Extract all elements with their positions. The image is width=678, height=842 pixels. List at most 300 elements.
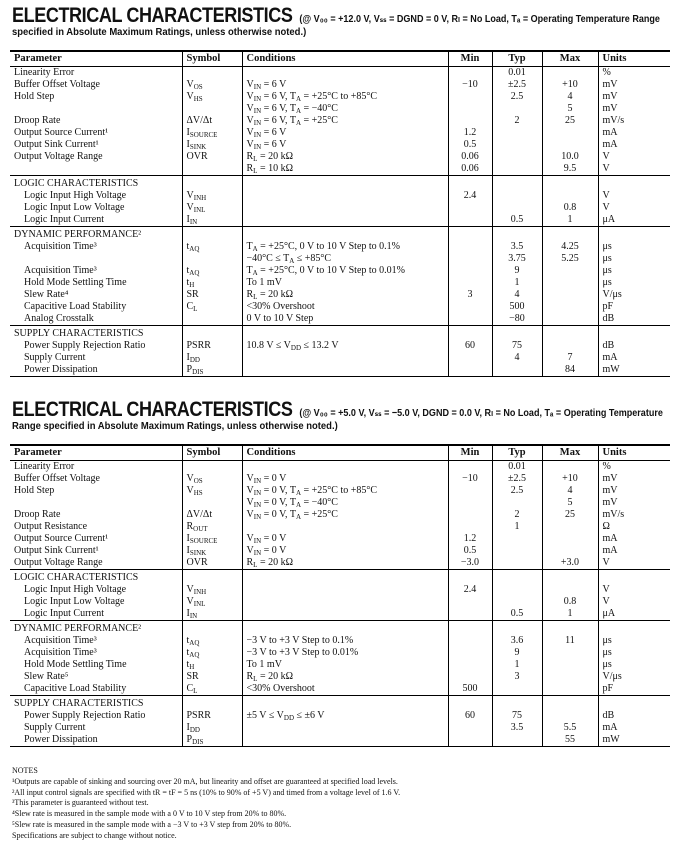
cell-min: [448, 364, 492, 377]
table-row: [10, 190, 670, 202]
cell-typ: 2.5: [492, 485, 542, 497]
cell-param: Power Supply Rejection Ratio: [24, 340, 146, 351]
cell-typ: 3.5: [492, 722, 542, 734]
cell-cond: $V_{IN} = 0$ V, $T_A = +25^\circ C$: [242, 509, 448, 521]
table-row: [10, 139, 670, 151]
table-row: [10, 509, 670, 521]
cell-max: 10.0: [542, 151, 598, 163]
cell-typ: 2: [492, 115, 542, 127]
cell-min: [448, 647, 492, 659]
cell-sym: $C_L$: [182, 301, 242, 313]
cell-max: [542, 277, 598, 289]
cell-cond: −3 V to +3 V Step to 0.01%: [242, 647, 448, 659]
cell-sym: [182, 621, 242, 636]
cell-min: [448, 570, 492, 585]
cell-sym: $V_{OS}$: [182, 473, 242, 485]
table-row: [10, 103, 670, 115]
notes: [12, 766, 400, 842]
cell-typ: [492, 364, 542, 377]
cell-min: [448, 103, 492, 115]
cell-max: [542, 289, 598, 301]
cell-max: [542, 340, 598, 352]
cell-units: pF: [598, 683, 670, 696]
cell-param: Hold Step: [14, 91, 55, 102]
cell-cond: [242, 227, 448, 242]
cell-max: 5.5: [542, 722, 598, 734]
cell-sym: $V_{INH}$: [182, 584, 242, 596]
cell-max: 0.8: [542, 596, 598, 608]
cell-units: [598, 621, 670, 636]
cell-param: DYNAMIC PERFORMANCE²: [10, 621, 182, 636]
cell-max: [542, 227, 598, 242]
cell-units: [598, 570, 670, 585]
cell-param: Output Voltage Range: [14, 151, 103, 162]
cell-units: mA: [598, 533, 670, 545]
cell-cond: [242, 608, 448, 621]
table-row: [10, 227, 670, 242]
cell-cond: [242, 584, 448, 596]
cell-typ: 4: [492, 352, 542, 364]
cell-min: 1.2: [448, 533, 492, 545]
cell-units: V/μs: [598, 671, 670, 683]
cell-typ: 1: [492, 277, 542, 289]
cell-cond: $V_{IN} = 0$ V, $T_A = -40^\circ C$: [242, 497, 448, 509]
table-row: [10, 289, 670, 301]
table-row: [10, 621, 670, 636]
cell-units: mV: [598, 103, 670, 115]
cell-cond: $V_{IN} = 0$ V, $T_A = +25^\circ C$ to +85°C: [242, 485, 448, 497]
cell-typ: [492, 596, 542, 608]
cell-units: [598, 696, 670, 711]
section-1-subtitle: specified in Absolute Maximum Ratings, unless otherwise noted.): [12, 26, 307, 38]
cell-min: [448, 241, 492, 253]
cell-typ: 3.6: [492, 635, 542, 647]
cell-param: DYNAMIC PERFORMANCE²: [10, 227, 182, 242]
cell-max: 25: [542, 115, 598, 127]
cell-min: [448, 621, 492, 636]
cell-units: mW: [598, 364, 670, 377]
cell-min: [448, 67, 492, 80]
cell-max: 1: [542, 214, 598, 227]
cell-min: [448, 176, 492, 191]
cell-param: Power Dissipation: [24, 734, 98, 745]
cell-units: V: [598, 584, 670, 596]
cell-units: μs: [598, 253, 670, 265]
notes-heading: NOTES: [12, 766, 38, 775]
note-2: ²All input control signals are specified with tR = tF = 5 ns (10% to 90% of +5 V) and timed from a voltage level of 1.6 V.: [12, 787, 401, 797]
spec-table-2: [10, 444, 670, 747]
cell-sym: $V_{HS}$: [182, 91, 242, 103]
cell-sym: $C_L$: [182, 683, 242, 696]
cell-typ: [492, 227, 542, 242]
cell-param: [10, 253, 182, 265]
cell-sym: [182, 163, 242, 176]
cell-cond: [242, 722, 448, 734]
cell-min: 2.4: [448, 190, 492, 202]
cell-min: 500: [448, 683, 492, 696]
cell-cond: $V_{IN} = 6$ V, $T_A = +25^\circ C$ to +85°C: [242, 91, 448, 103]
cell-sym: $t_H$: [182, 659, 242, 671]
cell-units: V/μs: [598, 289, 670, 301]
cell-cond: $R_L = 10$ kΩ: [242, 163, 448, 176]
cell-cond: $V_{IN} = 6$ V: [242, 139, 448, 151]
cell-param: Droop Rate: [14, 115, 61, 126]
cell-units: V: [598, 151, 670, 163]
cell-min: [448, 485, 492, 497]
cell-typ: 2.5: [492, 91, 542, 103]
cell-cond: $V_{IN} = 6$ V: [242, 79, 448, 91]
cell-units: V: [598, 596, 670, 608]
cell-max: [542, 521, 598, 533]
table-row: [10, 326, 670, 341]
cell-units: mA: [598, 545, 670, 557]
cell-sym: SR: [182, 671, 242, 683]
cell-units: μs: [598, 635, 670, 647]
cell-typ: [492, 326, 542, 341]
cell-min: [448, 521, 492, 533]
cell-sym: $V_{OS}$: [182, 79, 242, 91]
cell-max: 4.25: [542, 241, 598, 253]
cell-typ: 0.5: [492, 608, 542, 621]
header-row: [10, 51, 670, 67]
table-row: [10, 79, 670, 91]
cell-min: 3: [448, 289, 492, 301]
cell-typ: −80: [492, 313, 542, 326]
bottom-rule: [10, 747, 670, 748]
cell-max: [542, 461, 598, 474]
header-typ: Typ: [492, 51, 542, 67]
table-row: [10, 659, 670, 671]
cell-cond: [242, 202, 448, 214]
cell-max: [542, 696, 598, 711]
cell-min: [448, 659, 492, 671]
cell-param: Buffer Offset Voltage: [14, 473, 100, 484]
table-row: [10, 301, 670, 313]
cell-sym: $V_{HS}$: [182, 485, 242, 497]
table-row: [10, 722, 670, 734]
table-row: [10, 176, 670, 191]
cell-units: V: [598, 163, 670, 176]
cell-max: 4: [542, 485, 598, 497]
cell-units: V: [598, 202, 670, 214]
cell-min: [448, 352, 492, 364]
cell-min: 1.2: [448, 127, 492, 139]
cell-min: [448, 91, 492, 103]
cell-max: 0.8: [542, 202, 598, 214]
cell-sym: $t_{AQ}$: [182, 635, 242, 647]
cell-param: LOGIC CHARACTERISTICS: [10, 570, 182, 585]
cell-cond: [242, 190, 448, 202]
cell-param: Supply Current: [24, 722, 86, 733]
cell-cond: [242, 67, 448, 80]
cell-typ: [492, 533, 542, 545]
cell-cond: [242, 570, 448, 585]
table-row: [10, 485, 670, 497]
cell-cond: [242, 176, 448, 191]
cell-max: [542, 326, 598, 341]
cell-cond: $V_{IN} = 0$ V: [242, 473, 448, 485]
header-max: Max: [542, 51, 598, 67]
cell-max: +3.0: [542, 557, 598, 570]
cell-param: Logic Input Current: [24, 608, 104, 619]
cell-cond: [242, 621, 448, 636]
cell-sym: ΔV/Δt: [182, 509, 242, 521]
table-row: [10, 710, 670, 722]
cell-typ: [492, 151, 542, 163]
cell-typ: ±2.5: [492, 473, 542, 485]
table-row: [10, 214, 670, 227]
cell-units: mA: [598, 352, 670, 364]
cell-cond: <30% Overshoot: [242, 683, 448, 696]
cell-min: [448, 696, 492, 711]
cell-typ: 2: [492, 509, 542, 521]
cell-typ: [492, 696, 542, 711]
cell-param: Droop Rate: [14, 509, 61, 520]
cell-units: [598, 326, 670, 341]
cell-sym: $I_{DD}$: [182, 722, 242, 734]
cell-units: μs: [598, 241, 670, 253]
cell-param: Logic Input Low Voltage: [24, 596, 125, 607]
table-row: [10, 127, 670, 139]
cell-max: [542, 190, 598, 202]
cell-typ: [492, 570, 542, 585]
cell-units: [598, 227, 670, 242]
cell-min: −10: [448, 79, 492, 91]
cell-cond: [242, 364, 448, 377]
table-row: [10, 115, 670, 127]
cell-min: 60: [448, 710, 492, 722]
cell-cond: [242, 596, 448, 608]
cell-min: 2.4: [448, 584, 492, 596]
cell-units: V: [598, 190, 670, 202]
table-row: [10, 253, 670, 265]
cell-cond: $V_{IN} = 0$ V: [242, 533, 448, 545]
cell-param: [10, 103, 182, 115]
cell-min: 0.5: [448, 545, 492, 557]
cell-param: Output Sink Current¹: [14, 139, 99, 150]
cell-units: μs: [598, 265, 670, 277]
cell-units: μA: [598, 608, 670, 621]
cell-max: 25: [542, 509, 598, 521]
header-parameter: Parameter: [10, 445, 182, 461]
cell-units: mV: [598, 485, 670, 497]
cell-param: Hold Step: [14, 485, 55, 496]
cell-typ: 3.75: [492, 253, 542, 265]
section-1-conditions: (@ V₀₀ = +12.0 V, Vₛₛ = DGND = 0 V, Rₗ = No Load, Tₐ = Operating Temperature Range: [299, 13, 660, 25]
cell-max: [542, 139, 598, 151]
cell-param: Acquisition Time³: [24, 241, 97, 252]
cell-param: Output Sink Current¹: [14, 545, 99, 556]
cell-max: +10: [542, 473, 598, 485]
cell-param: Linearity Error: [14, 461, 75, 472]
cell-sym: [182, 103, 242, 115]
cell-param: Output Source Current¹: [14, 533, 109, 544]
table-row: [10, 91, 670, 103]
header-typ: Typ: [492, 445, 542, 461]
cell-typ: 0.5: [492, 214, 542, 227]
cell-min: [448, 596, 492, 608]
cell-sym: [182, 461, 242, 474]
cell-sym: $t_H$: [182, 277, 242, 289]
cell-units: [598, 176, 670, 191]
table-row: [10, 340, 670, 352]
cell-cond: To 1 mV: [242, 659, 448, 671]
cell-sym: $P_{DIS}$: [182, 364, 242, 377]
table-row: [10, 163, 670, 176]
cell-param: Acquisition Time³: [24, 265, 97, 276]
cell-min: [448, 313, 492, 326]
cell-max: [542, 265, 598, 277]
cell-param: Acquisition Time³: [24, 635, 97, 646]
cell-sym: $V_{INL}$: [182, 202, 242, 214]
cell-sym: OVR: [182, 557, 242, 570]
cell-cond: −3 V to +3 V Step to 0.1%: [242, 635, 448, 647]
cell-units: Ω: [598, 521, 670, 533]
cell-param: Output Source Current¹: [14, 127, 109, 138]
table-bottom-rule: [10, 747, 670, 748]
cell-sym: $t_{AQ}$: [182, 647, 242, 659]
table-row: [10, 461, 670, 474]
cell-typ: 9: [492, 265, 542, 277]
table-row: [10, 671, 670, 683]
table-row: [10, 557, 670, 570]
cell-min: [448, 461, 492, 474]
cell-max: 55: [542, 734, 598, 747]
cell-sym: [182, 176, 242, 191]
cell-cond: $V_{IN} = 6$ V, $T_A = -40^\circ C$: [242, 103, 448, 115]
note-1: ¹Outputs are capable of sinking and sourcing over 20 mA, but linearity and offset are guaranteed at specified load levels.: [12, 776, 398, 786]
header-units: Units: [598, 51, 670, 67]
header-max: Max: [542, 445, 598, 461]
cell-cond: [242, 461, 448, 474]
note-6: Specifications are subject to change without notice.: [12, 830, 177, 840]
cell-typ: 4: [492, 289, 542, 301]
cell-typ: 0.01: [492, 67, 542, 80]
table-row: [10, 313, 670, 326]
cell-max: [542, 533, 598, 545]
cell-sym: $I_{IN}$: [182, 608, 242, 621]
cell-typ: 75: [492, 710, 542, 722]
note-4: ⁴Slew rate is measured in the sample mode with a 0 V to 10 V step from 20% to 80%.: [12, 809, 287, 819]
cell-max: [542, 570, 598, 585]
cell-sym: $V_{INL}$: [182, 596, 242, 608]
cell-param: Linearity Error: [14, 67, 75, 78]
cell-units: mV: [598, 497, 670, 509]
table-row: [10, 596, 670, 608]
header-conditions: Conditions: [242, 51, 448, 67]
cell-typ: [492, 127, 542, 139]
cell-typ: [492, 103, 542, 115]
cell-max: [542, 545, 598, 557]
cell-min: 0.06: [448, 163, 492, 176]
cell-sym: [182, 497, 242, 509]
cell-max: [542, 176, 598, 191]
cell-cond: $V_{IN} = 6$ V: [242, 127, 448, 139]
cell-max: [542, 683, 598, 696]
cell-param: Supply Current: [24, 352, 86, 363]
table-row: [10, 734, 670, 747]
header-units: Units: [598, 445, 670, 461]
cell-max: 7: [542, 352, 598, 364]
cell-min: [448, 301, 492, 313]
cell-units: mA: [598, 722, 670, 734]
cell-cond: $R_L = 20$ kΩ: [242, 289, 448, 301]
table-row: [10, 277, 670, 289]
cell-param: Analog Crosstalk: [24, 313, 94, 324]
cell-units: %: [598, 67, 670, 80]
cell-typ: 3.5: [492, 241, 542, 253]
section-2-title: ELECTRICAL CHARACTERISTICS (@ V₀₀ = +5.0 V, Vₛₛ = −5.0 V, DGND = 0.0 V, Rₗ = No Load, Tₐ = Operating Temperature: [12, 398, 663, 421]
cell-typ: [492, 557, 542, 570]
cell-cond: [242, 214, 448, 227]
table-row: [10, 473, 670, 485]
cell-max: [542, 710, 598, 722]
cell-max: +10: [542, 79, 598, 91]
cell-min: [448, 734, 492, 747]
cell-sym: $I_{SOURCE}$: [182, 127, 242, 139]
cell-units: mV: [598, 79, 670, 91]
cell-min: [448, 214, 492, 227]
cell-max: [542, 659, 598, 671]
cell-sym: $I_{SOURCE}$: [182, 533, 242, 545]
cell-max: [542, 671, 598, 683]
table-row: [10, 584, 670, 596]
table-row: [10, 352, 670, 364]
cell-param: Capacitive Load Stability: [24, 683, 127, 694]
cell-max: [542, 647, 598, 659]
table-row: [10, 521, 670, 533]
header-min: Min: [448, 51, 492, 67]
cell-sym: ΔV/Δt: [182, 115, 242, 127]
cell-min: [448, 509, 492, 521]
cell-sym: $t_{AQ}$: [182, 265, 242, 277]
cell-cond: ±5 $V \le V_{DD} \le \pm 6$ V: [242, 710, 448, 722]
table-row: [10, 545, 670, 557]
cell-max: 11: [542, 635, 598, 647]
table-row: [10, 647, 670, 659]
cell-units: mV/s: [598, 509, 670, 521]
section-2-subtitle: Range specified in Absolute Maximum Ratings, unless otherwise noted.): [12, 420, 338, 432]
cell-sym: $V_{INH}$: [182, 190, 242, 202]
cell-typ: [492, 202, 542, 214]
cell-max: [542, 313, 598, 326]
cell-min: [448, 326, 492, 341]
cell-min: [448, 608, 492, 621]
cell-cond: $V_{IN} = 6$ V, $T_A = +25^\circ C$: [242, 115, 448, 127]
cell-min: [448, 722, 492, 734]
table-row: [10, 265, 670, 277]
cell-param: [10, 163, 182, 176]
cell-min: [448, 115, 492, 127]
cell-cond: 0 V to 10 V Step: [242, 313, 448, 326]
cell-max: [542, 301, 598, 313]
cell-units: mV: [598, 91, 670, 103]
note-3: ³This parameter is guaranteed without test.: [12, 798, 149, 808]
cell-sym: $t_{AQ}$: [182, 241, 242, 253]
header-parameter: Parameter: [10, 51, 182, 67]
cell-cond: $V_{IN} = 0$ V: [242, 545, 448, 557]
cell-cond: [242, 326, 448, 341]
table-row: [10, 570, 670, 585]
cell-param: Power Supply Rejection Ratio: [24, 710, 146, 721]
cell-param: Output Voltage Range: [14, 557, 103, 568]
cell-param: Capacitive Load Stability: [24, 301, 127, 312]
header-symbol: Symbol: [182, 445, 242, 461]
note-5: ⁵Slew rate is measured in the sample mode with a −3 V to +3 V step from 20% to 80%.: [12, 819, 292, 829]
cell-sym: $R_{OUT}$: [182, 521, 242, 533]
cell-param: LOGIC CHARACTERISTICS: [10, 176, 182, 191]
cell-cond: $R_L = 20$ kΩ: [242, 151, 448, 163]
